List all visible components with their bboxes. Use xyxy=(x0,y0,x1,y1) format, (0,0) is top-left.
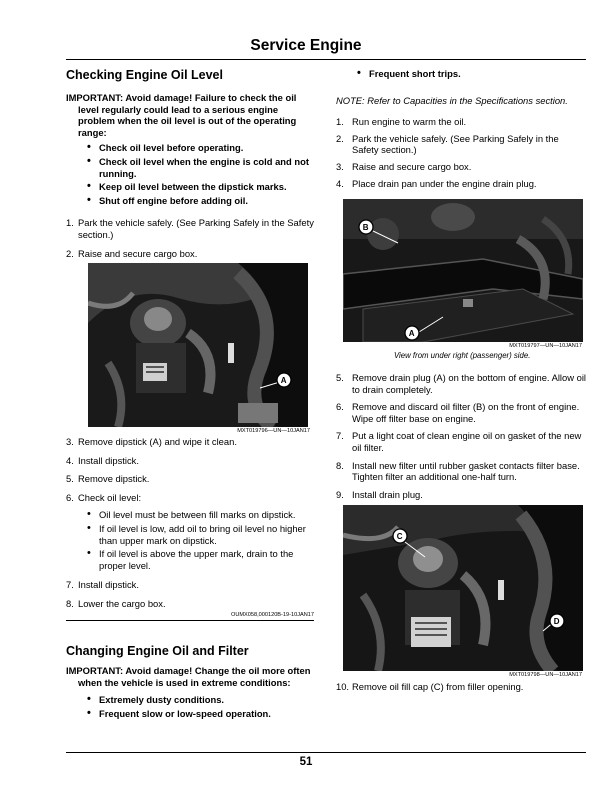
step-list-right-a xyxy=(336,116,586,189)
callout-a xyxy=(277,373,291,387)
step-item: 4. Place drain pan under the engine drain plug. xyxy=(336,177,537,189)
svg-text:C: C xyxy=(396,532,403,541)
step-list-b xyxy=(66,436,314,503)
right-column-continued xyxy=(336,372,586,500)
title-divider xyxy=(66,59,586,60)
photo-subcaption: View from under right (passenger) side. xyxy=(394,351,531,360)
condition-bullet: • Extremely dusty conditions. xyxy=(66,694,314,706)
step-item: 4. Install dipstick. xyxy=(66,454,139,466)
step-item: 5. Remove dipstick. xyxy=(66,473,150,485)
photo-engine-underside xyxy=(343,199,583,342)
important-bullet: • Keep oil level between the dipstick marks. xyxy=(66,181,314,193)
step-item: 3. Remove dipstick (A) and wipe it clean. xyxy=(66,436,237,447)
step-item: 3. Raise and secure cargo box. xyxy=(336,160,472,172)
step-item: 6. Remove and discard oil filter (B) on the front of engine. Wipe off filter base on engine. xyxy=(336,401,580,424)
left-column-continued xyxy=(66,436,314,610)
important-bullet: • Check oil level when the engine is cold and not running. xyxy=(66,156,314,179)
step-item: 7. Install dipstick. xyxy=(66,579,139,591)
right-column-end xyxy=(336,681,586,693)
step-item: 6. Check oil level: xyxy=(66,491,142,503)
note: NOTE: Refer to Capacities in the Specifications section. xyxy=(336,94,568,106)
footer-divider xyxy=(66,752,586,753)
step-item: 10. Remove oil fill cap (C) from filler opening. xyxy=(336,681,524,692)
callout-a xyxy=(405,326,419,340)
step-list-c xyxy=(66,579,314,609)
page-number: 51 xyxy=(299,756,313,768)
step-list-right-c xyxy=(336,681,586,693)
step-item: 2. Park the vehicle safely. (See Parking Safely in the Safety section.) xyxy=(336,132,559,156)
extreme-conditions-list-cont xyxy=(336,68,586,80)
important-bullet-list xyxy=(66,142,314,206)
photo-engine-fill-cap xyxy=(343,505,583,671)
extreme-conditions-list xyxy=(66,694,314,719)
condition-bullet: • Frequent short trips. xyxy=(336,68,586,80)
oil-bullet: • If oil level is above the upper mark, drain to the proper level. xyxy=(66,548,314,571)
page-title: Service Engine xyxy=(250,37,362,54)
photo-caption: MXT019798—UN—10JAN17 xyxy=(509,672,582,678)
important-notice: IMPORTANT: Avoid damage! Failure to check the oil level regularly could lead to a serious engine problem when the oil level is out of the operating range: xyxy=(66,92,297,138)
important-bullet: • Shut off engine before adding oil. xyxy=(66,195,314,207)
photo-caption: MXT019796—UN—10JAN17 xyxy=(237,428,310,434)
step-item: 5. Remove drain plug (A) on the bottom of engine. Allow oil to drain completely. xyxy=(336,372,586,395)
step-item: 7. Put a light coat of clean engine oil on gasket of the new oil filter. xyxy=(336,430,582,453)
oil-bullet: • Oil level must be between fill marks on dipstick. xyxy=(66,509,314,521)
condition-bullet: • Frequent slow or low-speed operation. xyxy=(66,708,314,720)
step-item: 9. Install drain plug. xyxy=(336,488,423,500)
callout-c xyxy=(393,529,407,543)
left-column xyxy=(66,68,314,259)
right-column xyxy=(336,68,586,189)
step-item: 2. Raise and secure cargo box. xyxy=(66,247,198,259)
svg-text:B: B xyxy=(362,223,369,232)
svg-text:D: D xyxy=(553,617,560,626)
step-item: 1. Run engine to warm the oil. xyxy=(336,116,467,128)
svg-text:A: A xyxy=(280,376,287,385)
callout-b xyxy=(359,220,373,234)
photo-engine-dipstick xyxy=(88,263,308,427)
svg-text:A: A xyxy=(408,329,415,338)
oil-level-bullets xyxy=(66,509,314,571)
callout-d xyxy=(550,614,564,628)
section-heading-change-oil: Changing Engine Oil and Filter xyxy=(66,644,249,658)
section-divider xyxy=(66,620,314,621)
oil-bullet: • If oil level is low, add oil to bring oil level no higher than upper mark on dipstick. xyxy=(66,523,314,546)
step-item: 8. Lower the cargo box. xyxy=(66,597,166,609)
photo-caption: MXT019797—UN—10JAN17 xyxy=(509,343,582,349)
step-item: 8. Install new filter until rubber gasket contacts filter base. Tighten filter an additional one-half turn. xyxy=(336,459,580,483)
section-heading-check-oil: Checking Engine Oil Level xyxy=(66,68,223,82)
left-column-oil-change xyxy=(66,644,314,719)
important-notice-2: IMPORTANT: Avoid damage! Change the oil more often when the vehicle is used in extreme conditions: xyxy=(66,665,311,688)
reference-code: OUMX058,000120B-19-10JAN17 xyxy=(230,612,314,618)
step-list-right-b xyxy=(336,372,586,500)
step-item: 1. Park the vehicle safely. (See Parking Safely in the Safety section.) xyxy=(66,217,314,240)
step-list-a xyxy=(66,217,314,259)
important-bullet: • Check oil level before operating. xyxy=(66,142,314,154)
